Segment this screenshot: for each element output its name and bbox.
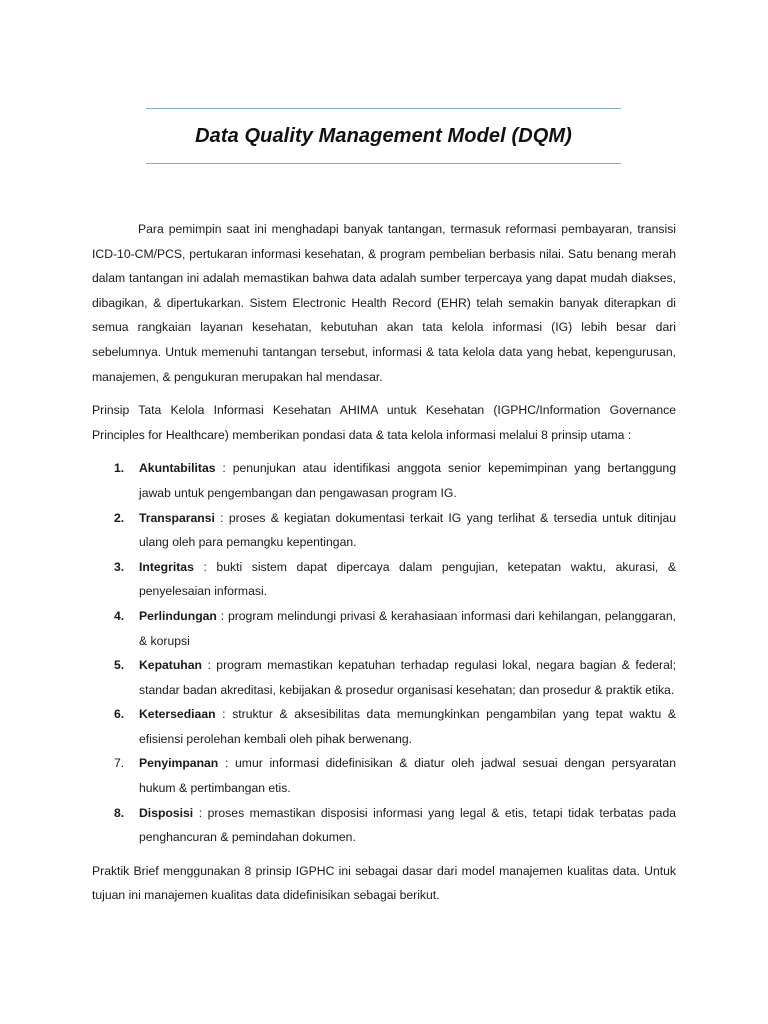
document-title: Data Quality Management Model (DQM): [195, 124, 572, 147]
principle-term: Penyimpanan: [139, 756, 219, 771]
list-item: [92, 653, 676, 702]
principle-text: : struktur & aksesibilitas data memungkinkan pengambilan yang tepat waktu & efisiensi perolehan kembali oleh pihak berwenang.: [139, 707, 676, 746]
list-item-number: 3.: [114, 559, 125, 574]
title-block: [146, 108, 621, 164]
list-item-number: 2.: [114, 510, 125, 525]
intro-paragraph: Para pemimpin saat ini menghadapi banyak tantangan, termasuk reformasi pembayaran, transisi ICD-10-CM/PCS, pertukaran informasi kesehatan, & program pembelian berbasis nilai. Satu benang merah dalam tantangan ini adalah memastikan bahwa data adalah sumber terpercaya yang dapat mudah diakses, dibagikan, & dipertukarkan. Sistem Electronic Health Record (EHR) telah semakin banyak diterapkan di semua rangkaian layanan kesehatan, kebutuhan akan tata kelola informasi (IG) lebih besar dari sebelumnya. Untuk memenuhi tantangan tersebut, informasi & tata kelola data yang hebat, kepengurusan, manajemen, & pengukuran merupakan hal mendasar.: [92, 222, 676, 384]
principle-term: Ketersediaan: [139, 707, 216, 722]
list-item-number: 5.: [114, 658, 125, 673]
principle-text: : program melindungi privasi & kerahasiaan informasi dari kehilangan, pelanggaran, & korupsi: [139, 608, 676, 648]
principle-term: Transparansi: [139, 510, 215, 525]
list-item-number: 6.: [114, 707, 125, 722]
principle-term: Kepatuhan: [139, 658, 202, 673]
principle-term: Integritas: [139, 559, 194, 574]
principle-text: : proses memastikan disposisi informasi yang legal & etis, tetapi tidak terbatas pada penghancuran & pemindahan dokumen.: [139, 805, 676, 845]
principle-text: : bukti sistem dapat dipercaya dalam pengujian, ketepatan waktu, akurasi, & penyelesaian informasi.: [139, 559, 676, 599]
list-item: [92, 702, 676, 751]
list-item: [92, 555, 676, 604]
principles-intro-paragraph: Prinsip Tata Kelola Informasi Kesehatan AHIMA untuk Kesehatan (IGPHC/Information Governance Principles for Healthcare) memberikan pondasi data & tata kelola informasi melalui 8 prinsip utama :: [92, 403, 676, 442]
principles-list: [92, 456, 676, 850]
principle-term: Perlindungan: [139, 608, 217, 623]
list-item: [92, 456, 676, 505]
principle-text: : program memastikan kepatuhan terhadap regulasi lokal, negara bagian & federal; standar badan akreditasi, kebijakan & prosedur organisasi kesehatan; dan prosedur & praktik etika.: [139, 658, 676, 697]
list-item-number: 7.: [114, 756, 125, 771]
list-item-number: 4.: [114, 608, 125, 623]
principle-text: : penunjukan atau identifikasi anggota senior kepemimpinan yang bertanggung jawab untuk pengembangan dan pengawasan program IG.: [139, 461, 676, 500]
list-item: [92, 506, 676, 555]
principle-text: : umur informasi didefinisikan & diatur oleh jadwal sesuai dengan persyaratan hukum & pertimbangan etis.: [139, 756, 676, 796]
closing-paragraph: Praktik Brief menggunakan 8 prinsip IGPHC ini sebagai dasar dari model manajemen kualitas data. Untuk tujuan ini manajemen kualitas data didefinisikan sebagai berikut.: [92, 863, 676, 903]
principle-term: Akuntabilitas: [139, 461, 216, 476]
list-item: [92, 604, 676, 653]
list-item: [92, 801, 676, 850]
list-item: [92, 751, 676, 800]
list-item-number: 8.: [114, 805, 125, 820]
list-item-number: 1.: [114, 461, 125, 476]
principle-text: : proses & kegiatan dokumentasi terkait IG yang terlihat & tersedia untuk ditinjau ulang oleh para pemangku kepentingan.: [139, 510, 676, 550]
document-body: [92, 217, 676, 917]
principle-term: Disposisi: [139, 805, 194, 820]
